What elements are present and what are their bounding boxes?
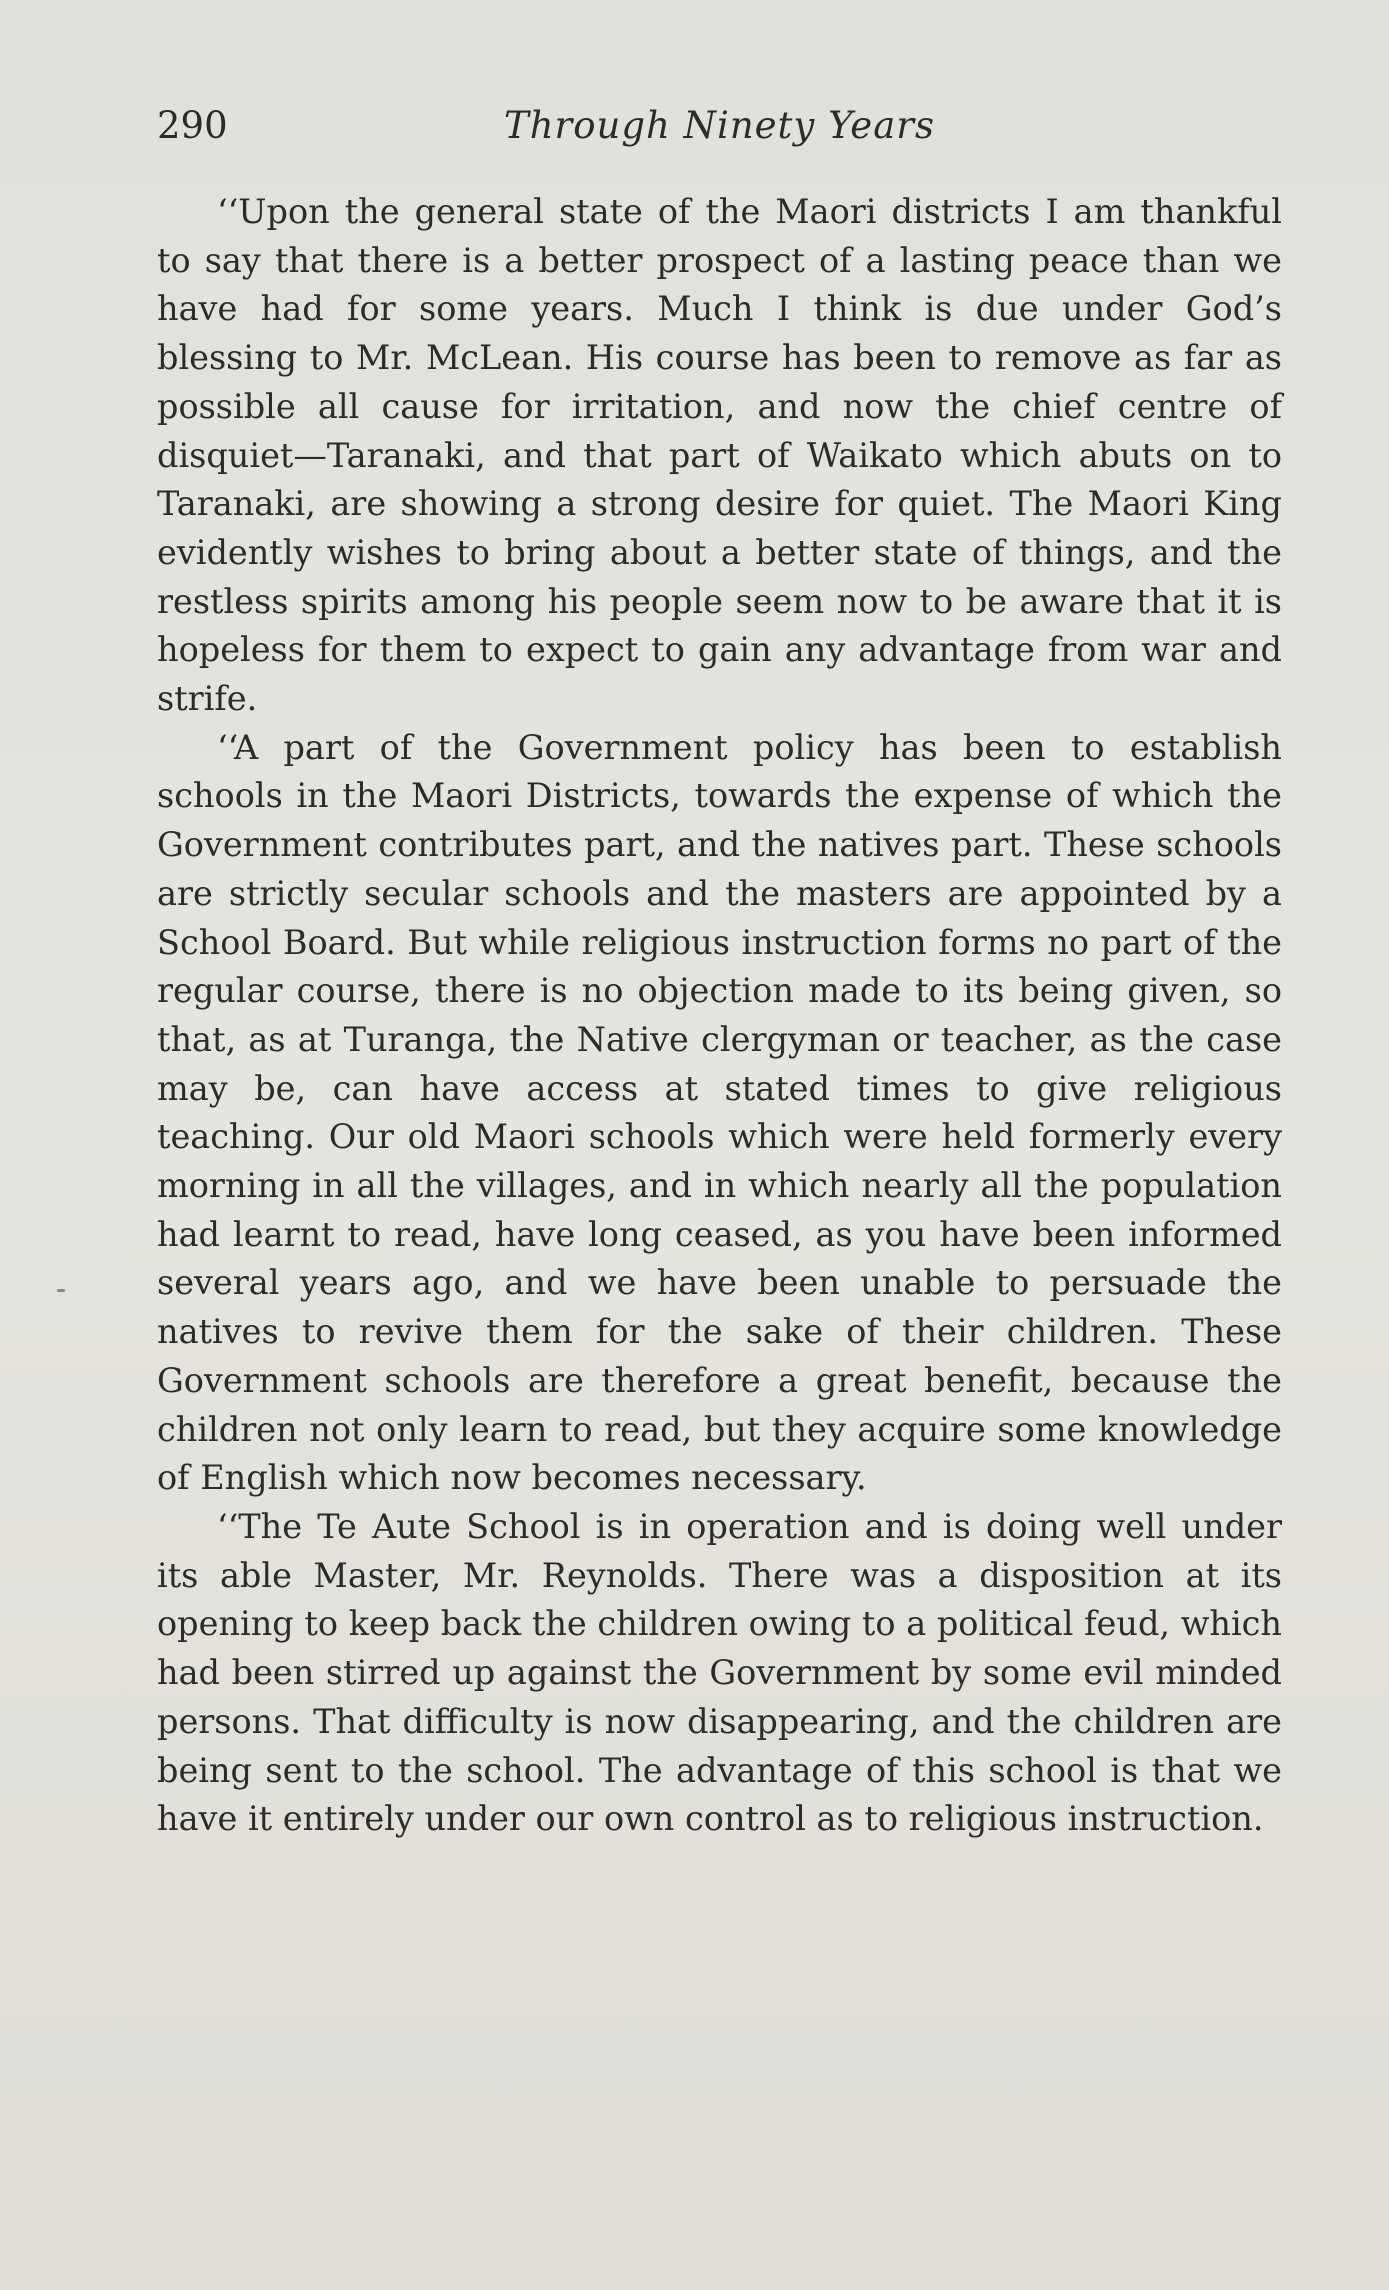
paragraph: ‘‘Upon the general state of the Maori districts I am thankful to say that there is a better prospect of a lasting peace than we have had for some years. Much I think is due under God’s blessing to Mr. McLean. His course has been to remove as far as possible all cause for irritation, and now the chief centre of disquiet—Taranaki, and that part of Waikato which abuts on to Taranaki, are showing a strong desire for quiet. The Maori King evidently wishes to bring about a better state of things, and the restless spirits among his people seem now to be aware that it is hopeless for them to expect to gain any advantage from war and strife. xyxy=(157,192,1282,719)
body-text xyxy=(157,188,1282,1844)
paragraph: ‘‘The Te Aute School is in operation and is doing well under its able Master, Mr. Reynolds. There was a disposition at its opening to keep back the children owing to a political feud, which had been stirred up against the Government by some evil minded persons. That difficulty is now disappearing, and the children are being sent to the school. The advantage of this school is that we have it entirely under our own control as to religious instruction. xyxy=(157,1506,1282,1839)
running-title: Through Ninety Years xyxy=(504,104,935,147)
paragraph: ‘‘A part of the Government policy has been to establish schools in the Maori Districts, towards the expense of which the Government contributes part, and the natives part. These schools are strictly secular schools and the masters are appointed by a School Board. But while religious instruction forms no part of the regular course, there is no objection made to its being given, so that, as at Turanga, the Native clergyman or teacher, as the case may be, can have access at stated times to give religious teaching. Our old Maori schools which were held formerly every morning in all the villages, and in which nearly all the population had learnt to read, have long ceased, as you have been informed several years ago, and we have been unable to persuade the natives to revive them for the sake of their children. These Government schools are therefore a great benefit, because the children not only learn to read, but they acquire some knowledge of English which now becomes necessary. xyxy=(157,727,1282,1498)
page-number: 290 xyxy=(157,104,228,147)
page-header xyxy=(157,104,1282,164)
margin-mark xyxy=(57,1289,65,1292)
